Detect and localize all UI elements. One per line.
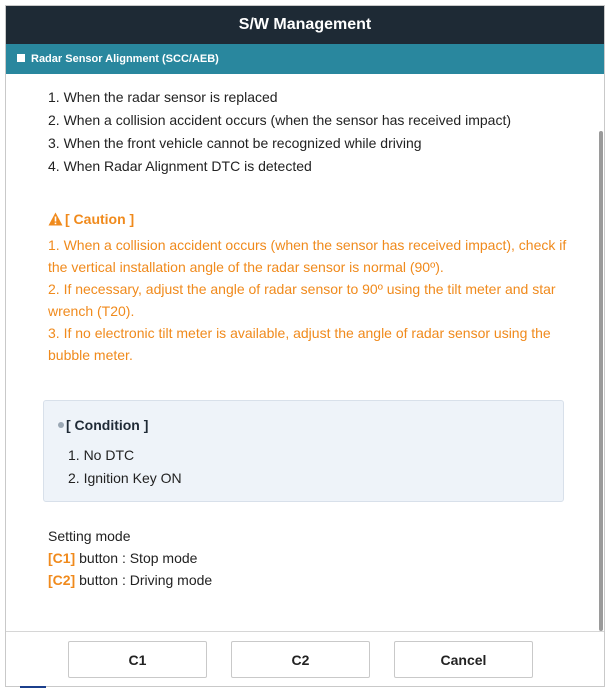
setting-c1-line bbox=[48, 547, 212, 569]
c2-code: [C2] bbox=[48, 572, 76, 588]
list-item: 4. When Radar Alignment DTC is detected bbox=[48, 158, 312, 174]
list-item: 3. When the front vehicle cannot be recognized while driving bbox=[48, 135, 422, 151]
caution-item: 1. When a collision accident occurs (when the sensor has received impact), check if the vertical installation angle of the radar sensor is normal (90º). bbox=[48, 237, 567, 275]
list-item: 1. No DTC bbox=[68, 447, 135, 463]
setting-mode-heading: Setting mode bbox=[48, 528, 131, 544]
list-item: 1. When the radar sensor is replaced bbox=[48, 89, 278, 105]
dialog-title: S/W Management bbox=[6, 6, 604, 44]
list-item: 2. When a collision accident occurs (when the sensor has received impact) bbox=[48, 112, 511, 128]
condition-title-label: [ Condition ] bbox=[66, 417, 149, 433]
setting-c2-line bbox=[48, 569, 212, 591]
bullet-dot-icon bbox=[58, 422, 64, 428]
caution-body bbox=[48, 234, 588, 366]
list-item: 2. Ignition Key ON bbox=[68, 470, 182, 486]
c2-button[interactable]: C2 bbox=[231, 641, 370, 678]
warning-icon bbox=[48, 212, 63, 229]
caution-item: 3. If no electronic tilt meter is available, adjust the angle of radar sensor using the bubble meter. bbox=[48, 325, 551, 363]
square-bullet-icon bbox=[17, 54, 25, 62]
section-header bbox=[6, 44, 604, 74]
scrollbar-thumb[interactable] bbox=[599, 131, 603, 631]
condition-title bbox=[58, 417, 148, 433]
caution-title bbox=[48, 211, 134, 229]
caution-title-label: [ Caution ] bbox=[65, 211, 135, 227]
button-bar bbox=[6, 631, 604, 687]
c1-button[interactable]: C1 bbox=[68, 641, 207, 678]
c1-description: button : Stop mode bbox=[75, 550, 198, 566]
cancel-button[interactable]: Cancel bbox=[394, 641, 533, 678]
alignment-conditions-list bbox=[48, 86, 511, 178]
caution-item: 2. If necessary, adjust the angle of radar sensor to 90º using the tilt meter and star wrench (T20). bbox=[48, 281, 556, 319]
section-header-label: Radar Sensor Alignment (SCC/AEB) bbox=[31, 53, 219, 65]
sw-management-dialog bbox=[5, 5, 605, 687]
setting-mode-info bbox=[48, 525, 212, 591]
condition-list bbox=[68, 444, 182, 490]
c2-description: button : Driving mode bbox=[75, 572, 213, 588]
c1-code: [C1] bbox=[48, 550, 76, 566]
content-area[interactable] bbox=[6, 74, 598, 631]
condition-box bbox=[43, 400, 564, 502]
corner-accent bbox=[20, 686, 46, 688]
